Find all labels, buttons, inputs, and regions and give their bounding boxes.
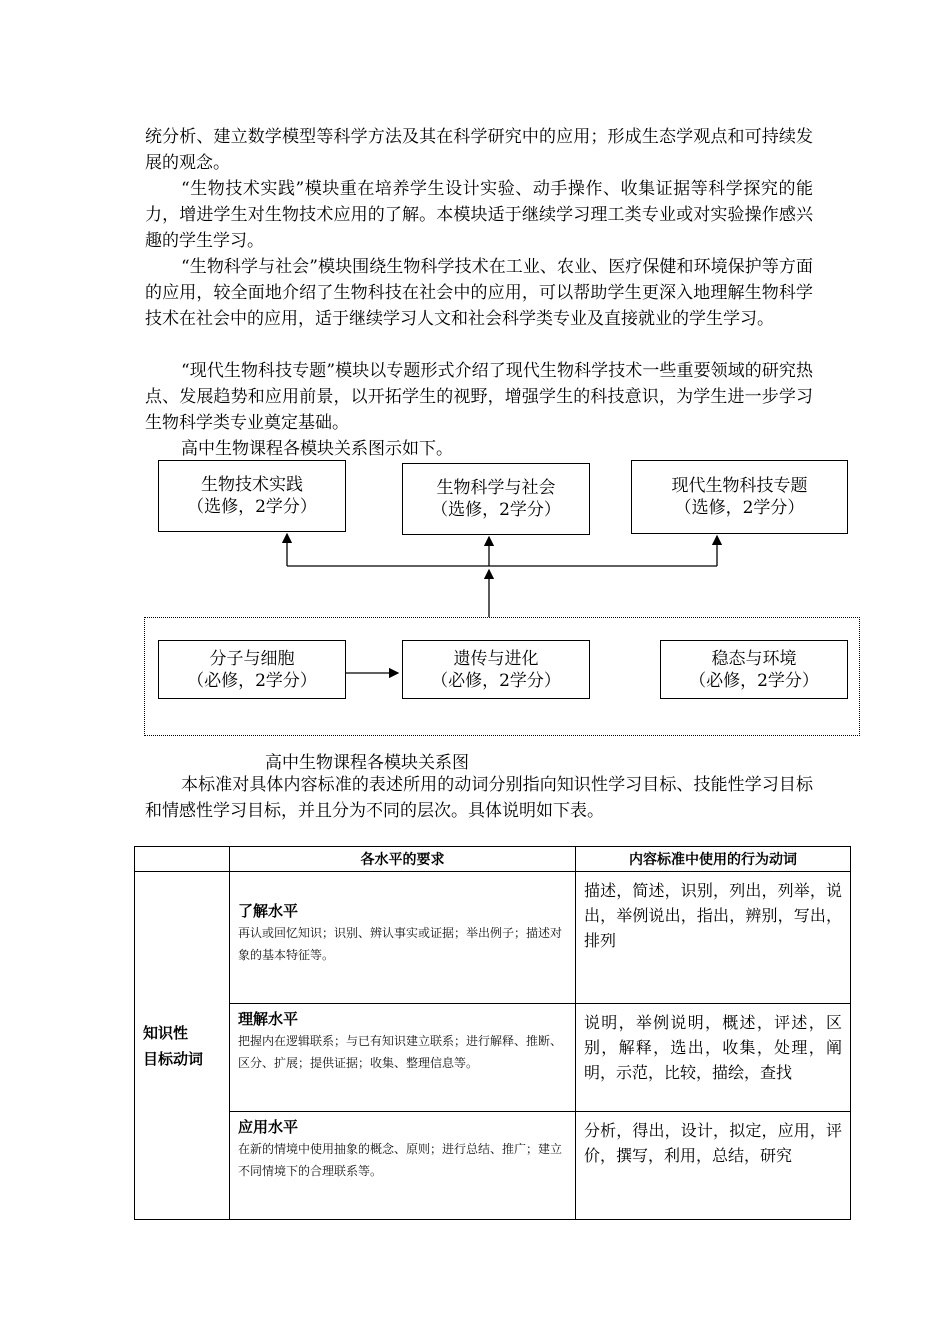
module-name: 稳态与环境	[711, 648, 797, 669]
module-credit: （必修，2学分）	[689, 670, 819, 691]
paragraph-1: 统分析、建立数学模型等科学方法及其在科学研究中的应用；形成生态学观点和可持续发展的观念。	[145, 127, 813, 173]
category-cell	[135, 872, 230, 1220]
category-line-2: 目标动词	[143, 1049, 204, 1068]
level-cell	[230, 1112, 576, 1220]
module-credit: （选修，2学分）	[187, 497, 317, 517]
module-name: 现代生物科技专题	[671, 476, 808, 496]
verb-levels-table	[134, 846, 851, 1220]
paragraph-4: “现代生物科技专题”模块以专题形式介绍了现代生物科学技术一些重要领域的研究热点、发展趋势和应用前景，以开拓学生的视野，增强学生的科技意识，为学生进一步学习生物科学类专业奠定基础。	[145, 361, 813, 433]
level-description: 在新的情境中使用抽象的概念、原则；进行总结、推广；建立不同情境下的合理联系等。	[238, 1142, 563, 1178]
module-box-homeostasis-environment	[660, 640, 848, 699]
verbs-cell: 说明，举例说明，概述，评述，区别，解释，选出，收集，处理，阐明，示范，比较，描绘，查找	[576, 1004, 851, 1112]
module-box-bio-tech-practice	[158, 460, 346, 532]
module-box-molecule-cell	[158, 640, 346, 699]
module-box-modern-biotech	[631, 460, 848, 534]
paragraph-3: “生物科学与社会”模块围绕生物科学技术在工业、农业、医疗保健和环境保护等方面的应用，较全面地介绍了生物科技在社会中的应用，可以帮助学生更深入地理解生物科学技术在社会中的应用，适于继续学习人文和社会科学类专业及直接就业的学生学习。	[145, 257, 813, 329]
table-header-verbs: 内容标准中使用的行为动词	[576, 847, 851, 872]
module-credit: （选修，2学分）	[431, 500, 561, 520]
level-description: 把握内在逻辑联系；与已有知识建立联系；进行解释、推断、区分、扩展；提供证据；收集、整理信息等。	[238, 1034, 563, 1070]
module-name: 分子与细胞	[209, 648, 295, 669]
table-header-requirements: 各水平的要求	[230, 847, 576, 872]
paragraph-2: “生物技术实践”模块重在培养学生设计实验、动手操作、收集证据等科学探究的能力，增进学生对生物技术应用的了解。本模块适于继续学习理工类专业或对实验操作感兴趣的学生学习。	[145, 179, 813, 251]
module-name: 生物科学与社会	[436, 478, 556, 498]
table-row	[135, 872, 851, 1004]
level-cell	[230, 1004, 576, 1112]
level-description: 再认或回忆知识；识别、辨认事实或证据；举出例子；描述对象的基本特征等。	[238, 926, 563, 962]
module-credit: （选修，2学分）	[674, 498, 805, 518]
verbs-cell: 描述，简述，识别，列出，列举，说出，举例说出，指出，辨别，写出，排列	[576, 872, 851, 1004]
level-title: 了解水平	[238, 902, 299, 920]
module-box-genetics-evolution	[402, 640, 590, 699]
intro-paragraph: 本标准对具体内容标准的表述所用的动词分别指向知识性学习目标、技能性学习目标和情感性学习目标，并且分为不同的层次。具体说明如下表。	[145, 775, 813, 821]
table-row	[135, 1004, 851, 1112]
table-header-empty	[135, 847, 230, 872]
level-title: 应用水平	[238, 1118, 299, 1136]
diagram-caption: 高中生物课程各模块关系图	[265, 753, 469, 773]
category-line-1: 知识性	[143, 1023, 189, 1042]
level-cell	[230, 872, 576, 1004]
module-box-bio-science-society	[402, 463, 590, 535]
module-credit: （必修，2学分）	[187, 670, 317, 691]
module-credit: （必修，2学分）	[431, 670, 561, 691]
module-name: 遗传与进化	[453, 648, 539, 669]
table-row	[135, 1112, 851, 1220]
verbs-cell: 分析，得出，设计，拟定，应用，评价，撰写，利用，总结，研究	[576, 1112, 851, 1220]
module-name: 生物技术实践	[201, 475, 303, 495]
table-header-row	[135, 847, 851, 872]
level-title: 理解水平	[238, 1010, 299, 1028]
paragraph-5: 高中生物课程各模块关系图示如下。	[181, 439, 453, 459]
